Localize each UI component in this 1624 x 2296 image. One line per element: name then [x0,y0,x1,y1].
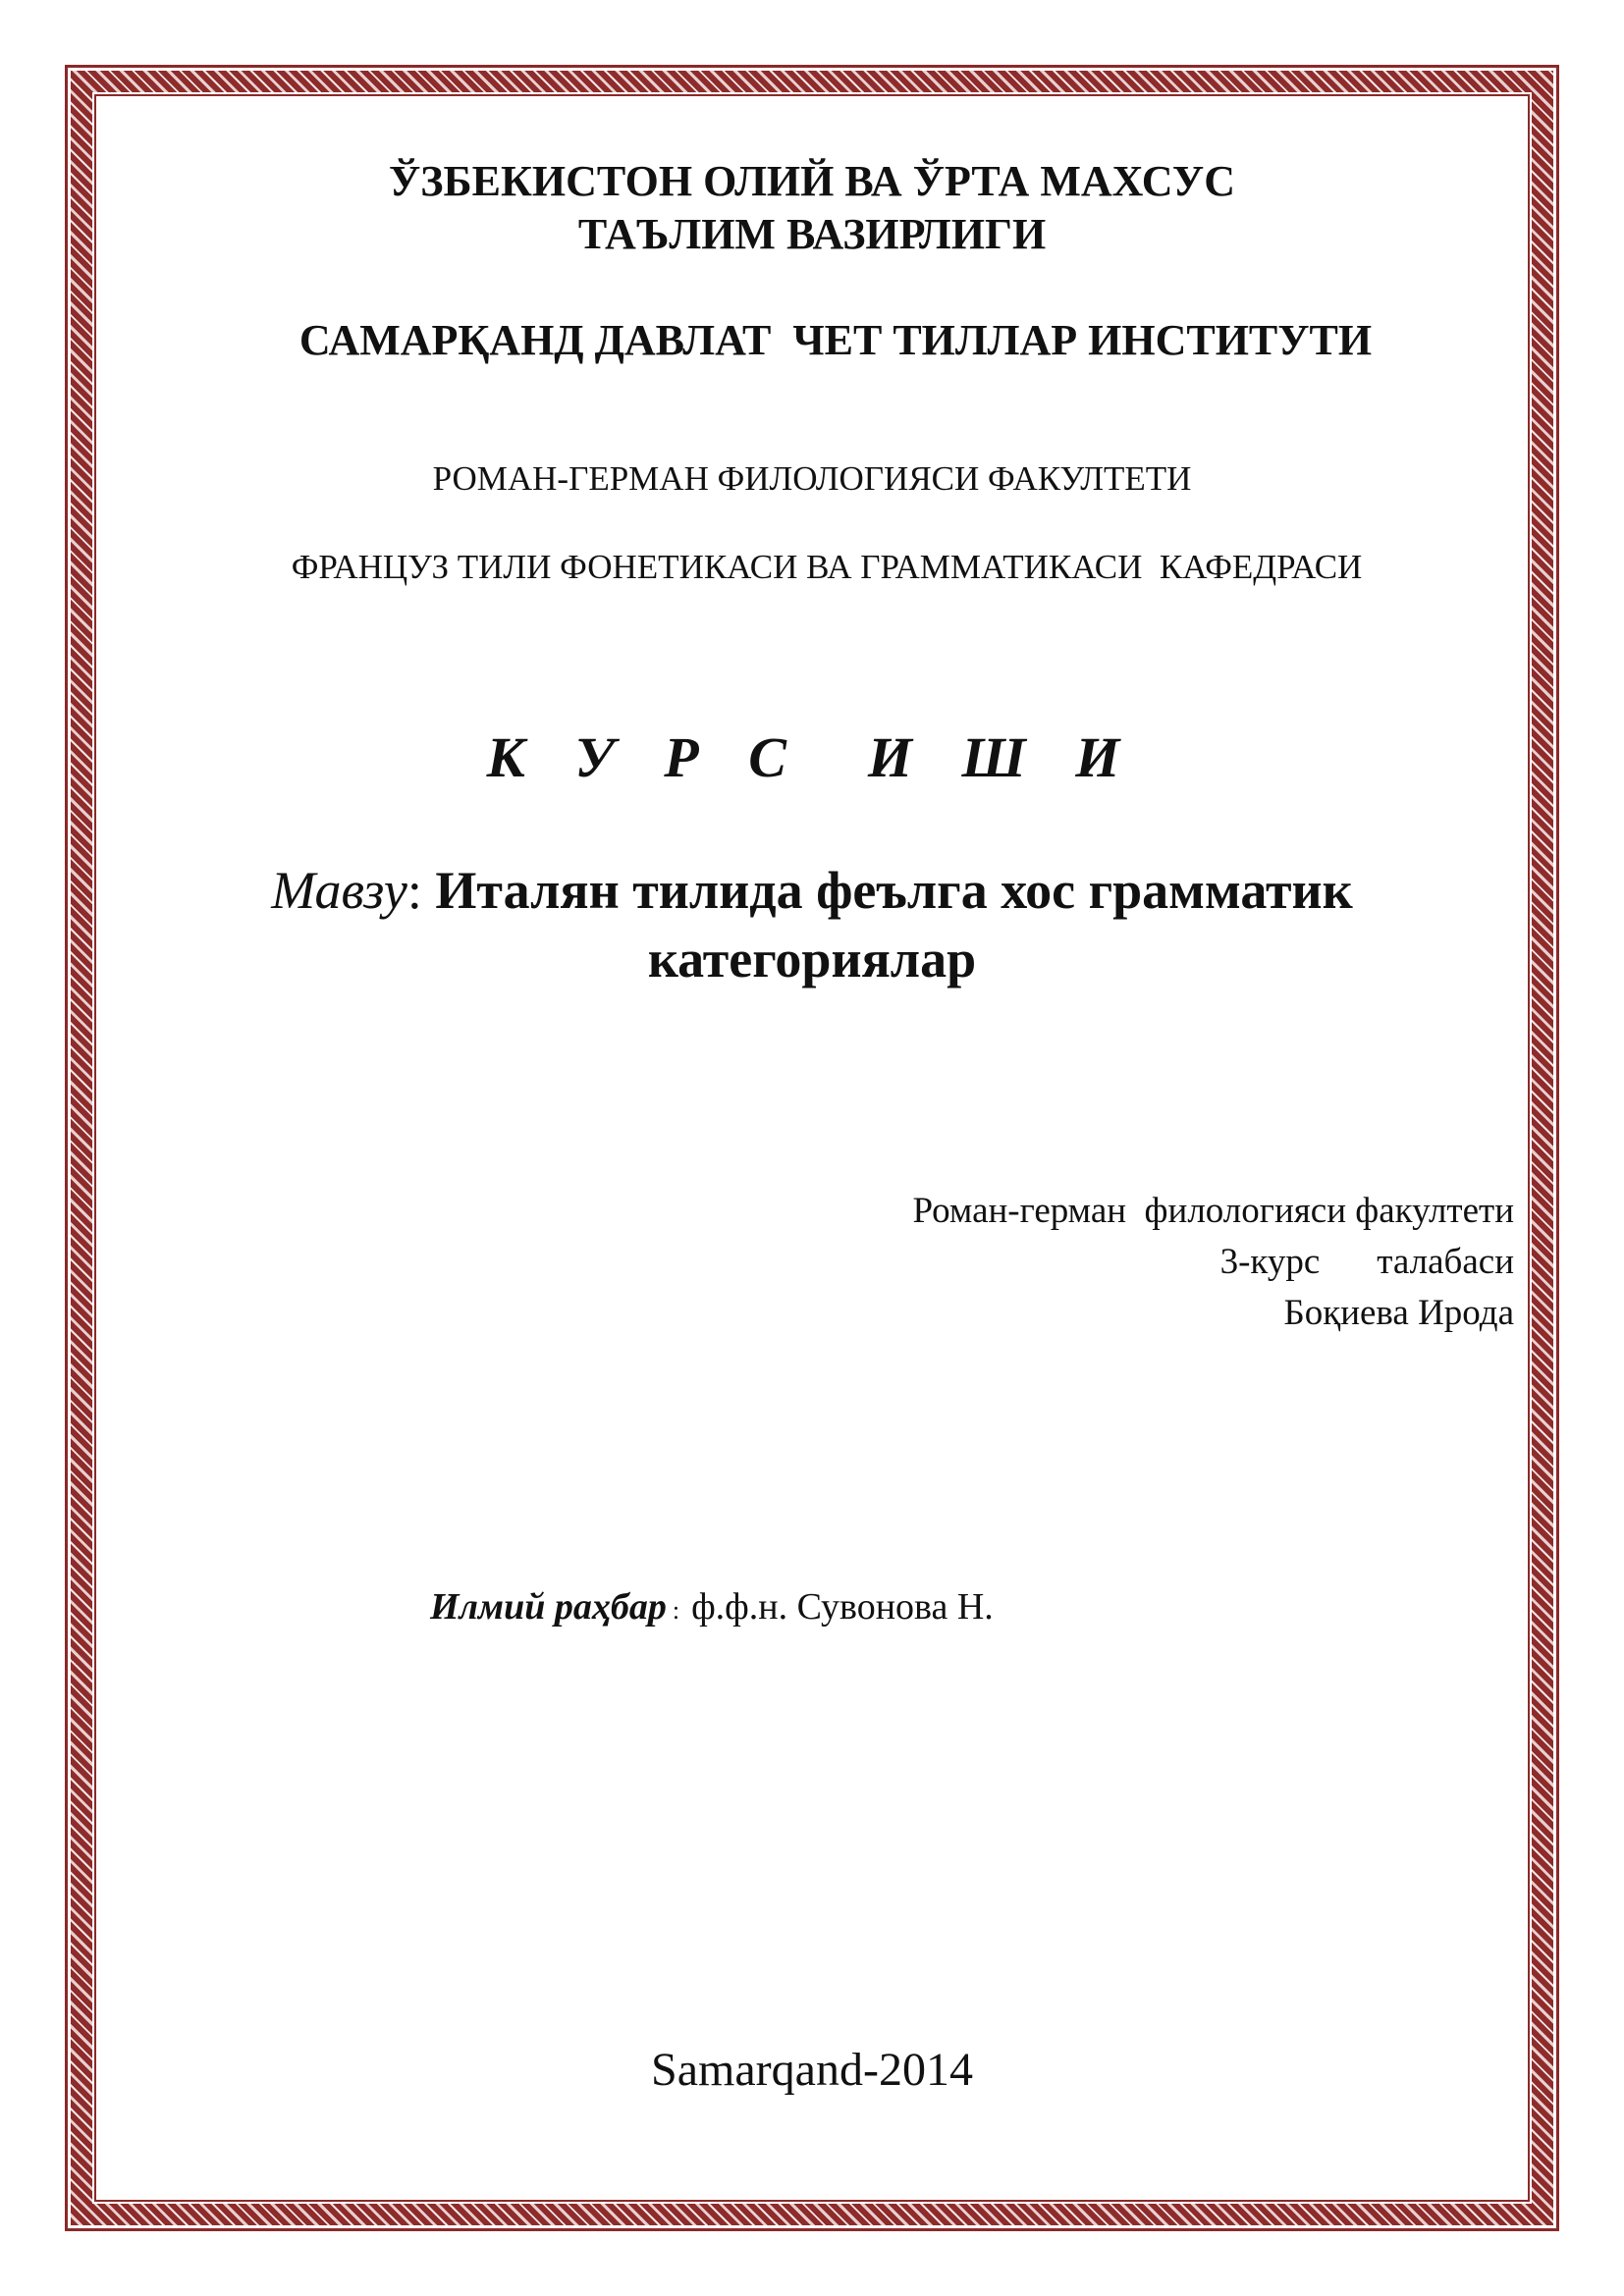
institute-heading [94,314,1530,367]
course-work-title [94,724,1530,791]
department-heading [94,546,1530,589]
student-name: Боқиева Ирода [1283,1293,1514,1333]
institute-name: САМАРҚАНД ДАВЛАТ ЧЕТ ТИЛЛАР ИНСТИТУТИ [298,316,1373,364]
city-year: Samarqand-2014 [651,2044,973,2096]
topic-colon: : [406,861,436,920]
supervisor-label: Илмий раҳбар [430,1586,667,1628]
faculty-name: РОМАН-ГЕРМАН ФИЛОЛОГИЯСИ ФАКУЛТЕТИ [432,459,1192,498]
supervisor-name: ф.ф.н. Сувонова Н. [691,1586,994,1628]
student-faculty: Роман-герман филологияси факултети [912,1191,1514,1231]
department-name: ФРАНЦУЗ ТИЛИ ФОНЕТИКАСИ ВА ГРАММАТИКАСИ КАФЕДРАСИ [291,548,1363,586]
student-role: талабаси [1377,1242,1514,1282]
student-info [912,1186,1514,1339]
student-course: 3-курс [1219,1242,1321,1282]
student-course-row [912,1237,1514,1288]
ministry-line-2: ТАЪЛИМ ВАЗИРЛИГИ [577,210,1047,258]
ministry-heading [94,155,1530,261]
topic-text-line-2: категориялар [647,930,977,988]
topic-line-1 [94,856,1530,925]
page-border-inner-line [94,94,1530,2202]
topic-block [94,856,1530,993]
supervisor-info [430,1582,994,1635]
topic-text-line-1: Италян тилида феълга хос грамматик [435,861,1353,920]
topic-label: Мавзу [271,861,407,920]
city-year-footer [94,2042,1530,2099]
course-work-label: К У Р С И Ш И [486,725,1138,789]
faculty-heading [94,457,1530,501]
supervisor-colon: : [672,1596,680,1625]
ministry-line-1: ЎЗБЕКИСТОН ОЛИЙ ВА ЎРТА МАХСУС [389,157,1235,205]
